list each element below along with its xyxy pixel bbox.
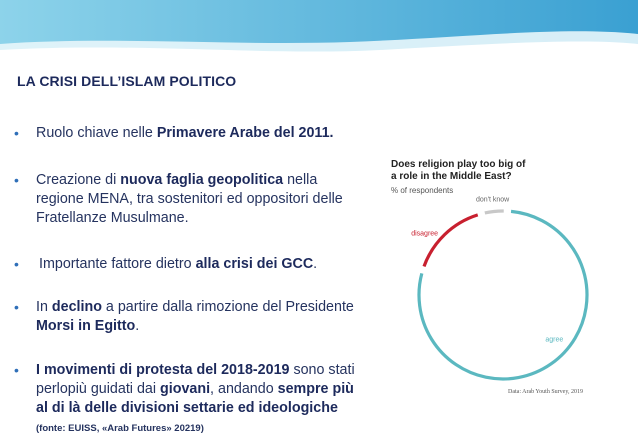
bullet-item: • Creazione di nuova faglia geopolitica nella regione MENA, tra sostenitori ed oppositori delle Fratellanze Musulmane. bbox=[14, 172, 343, 226]
donut-label-don-t-know: don't know bbox=[475, 196, 510, 204]
bullet-dot-icon: • bbox=[14, 362, 19, 378]
bullet-dot-icon: • bbox=[14, 172, 19, 188]
donut-svg bbox=[391, 159, 616, 409]
bullet-item: • Importante fattore dietro alla crisi dei GCC. bbox=[14, 256, 318, 272]
bullet-dot-icon: • bbox=[14, 125, 19, 141]
slide-title: LA CRISI DELL’ISLAM POLITICO bbox=[17, 73, 237, 89]
donut-label-agree: agree bbox=[545, 336, 564, 344]
header-wave-decoration bbox=[0, 0, 638, 62]
bullet-item: • Ruolo chiave nelle Primavere Arabe del 2011. bbox=[14, 125, 334, 141]
donut-segment-disagree bbox=[424, 215, 478, 267]
bullet-dot-icon: • bbox=[14, 256, 19, 272]
chart-subtitle: % of respondents bbox=[391, 186, 454, 195]
chart-title: Does religion play too big of a role in the Middle East? bbox=[391, 159, 526, 182]
bullet-list bbox=[14, 124, 359, 438]
bullet-item: • In declino a partire dalla rimozione del Presidente Morsi in Egitto. bbox=[14, 299, 354, 334]
religion-donut-chart bbox=[391, 159, 616, 409]
bullet-item: • I movimenti di protesta del 2018-2019 sono stati perlopiù guidati dai giovani, andando sempre più al di là delle divisioni settarie ed ideologiche (fonte: EUISS, «Arab Futures» 20219) bbox=[14, 362, 355, 434]
bullet-dot-icon: • bbox=[14, 299, 19, 315]
donut-label-disagree: disagree bbox=[411, 230, 439, 238]
chart-source: Data: Arab Youth Survey, 2019 bbox=[508, 389, 583, 395]
donut-segment-don-t-know bbox=[485, 211, 504, 213]
